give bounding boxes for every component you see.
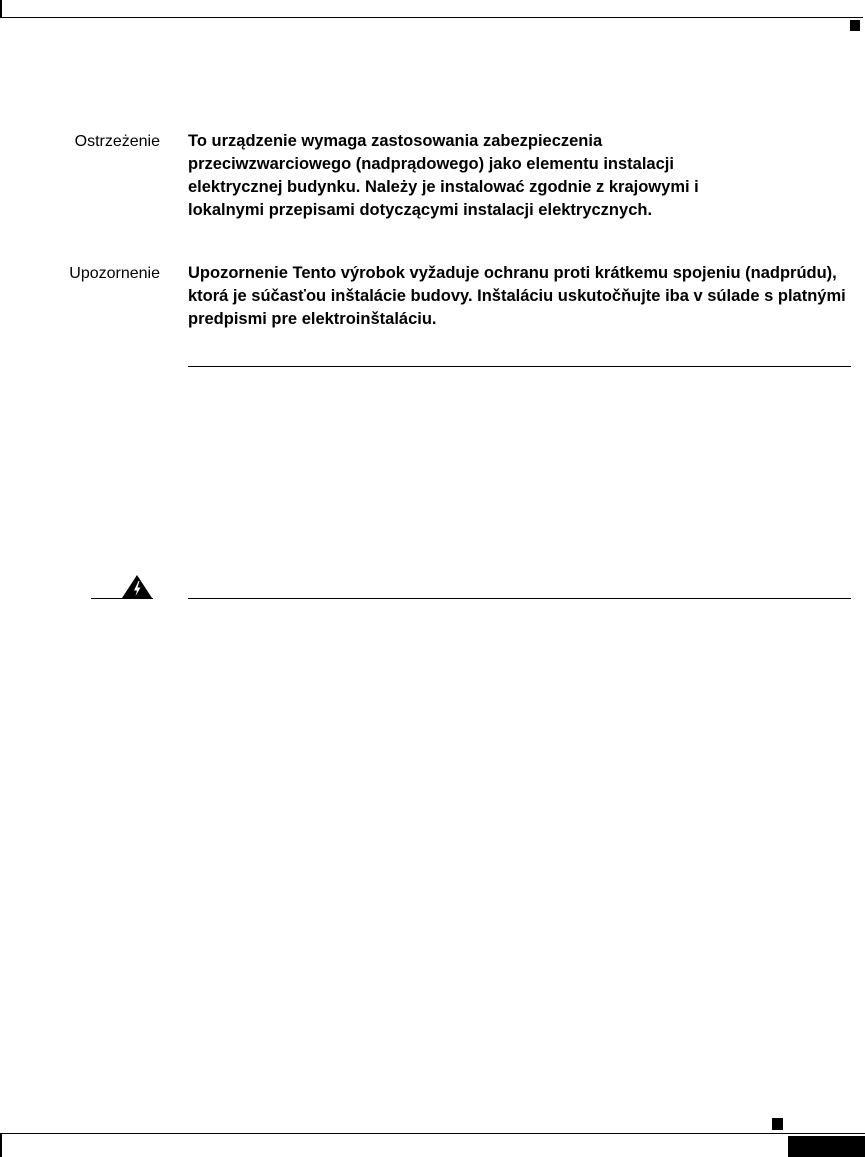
page-number-tab [788,1136,865,1157]
icon-underline [91,598,153,599]
section-divider [188,598,851,599]
bottom-left-tick [0,1133,2,1157]
warning-label: Upozornenie [69,265,160,282]
header-corner-marker [850,20,860,31]
warning-triangle-icon [120,573,154,599]
warning-text: Upozornenie Tento výrobok vyžaduje ochranu proti krátkemu spojeniu (nadprúdu), ktorá je súčasťou inštalácie budovy. Inštaláciu uskutočňujte iba v súlade s platnými predpismi pre elektroinštaláciu. [188,264,846,328]
footer-rule [0,1133,865,1134]
warning-label: Ostrzeżenie [74,133,160,150]
top-left-tick [0,0,2,18]
warning-text: To urządzenie wymaga zastosowania zabezpieczenia przeciwzwarciowego (nadprądowego) jako elementu instalacji elektrycznej budynku. Należy je instalować zgodnie z krajowymi i lokalnymi przepisami dotyczącymi instalacji elektrycznych. [188,132,699,219]
header-rule [0,17,863,18]
footer-marker [772,1118,783,1130]
section-divider [188,366,851,367]
